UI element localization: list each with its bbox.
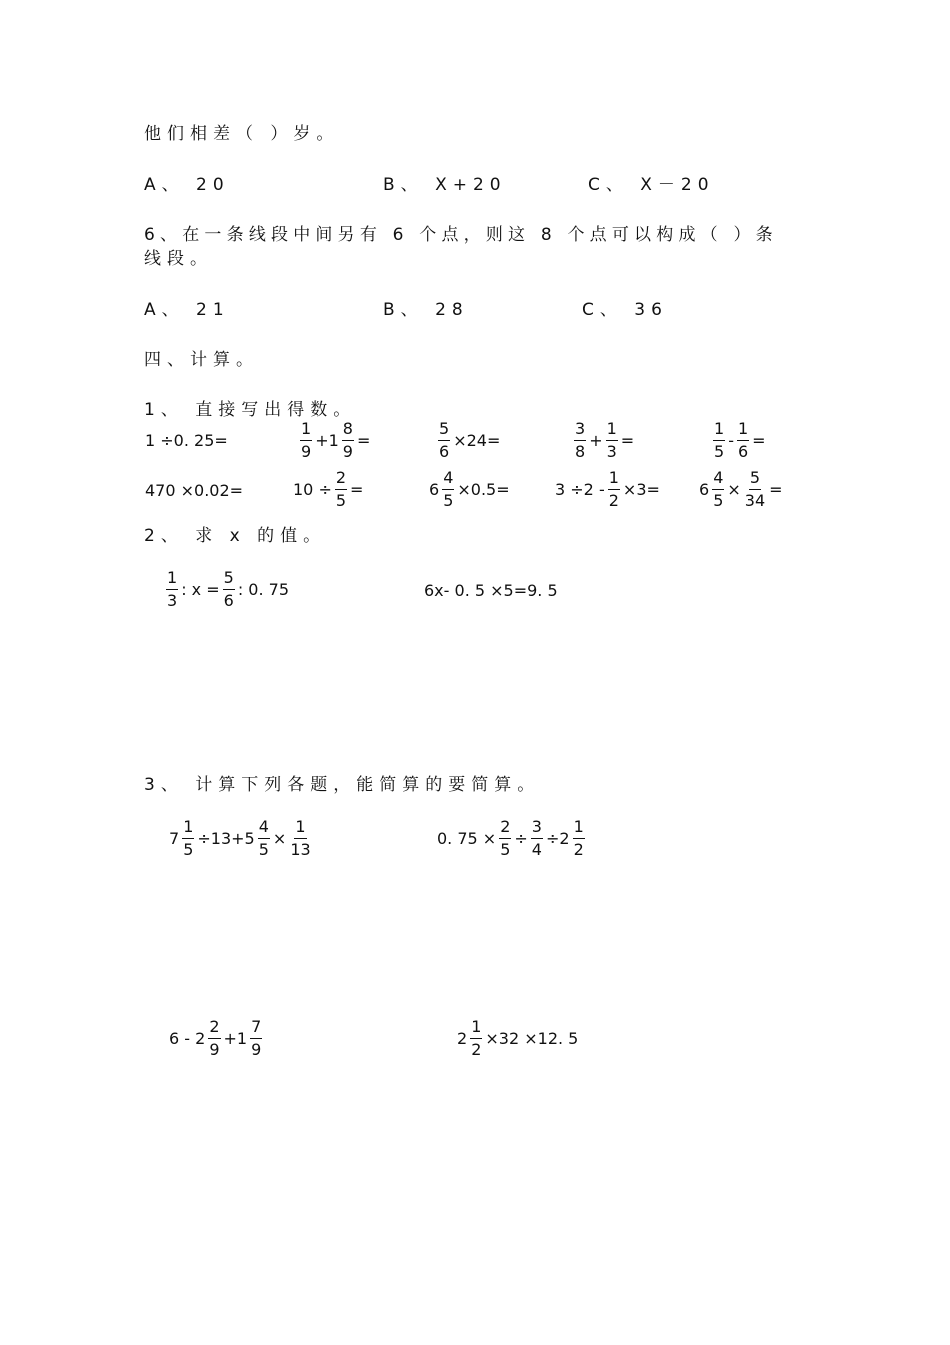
subsection-3-heading: 3、 计算下列各题，能简算的要简算。 — [144, 775, 541, 795]
fraction — [573, 819, 585, 858]
calculation-3 — [168, 1019, 264, 1058]
expression-text: 6x- 0. 5 ×5=9. 5 — [424, 581, 558, 600]
calculation-2 — [436, 819, 587, 858]
fraction-numerator: 1 — [713, 421, 725, 441]
expression-9 — [554, 470, 661, 509]
expression-text: 0. 75 × — [437, 829, 497, 848]
option-5-a: A、 20 — [144, 175, 230, 195]
fraction — [289, 819, 311, 858]
option-6-b: B、 28 — [383, 300, 469, 320]
expression-text: 7 — [169, 829, 180, 848]
fraction — [744, 470, 766, 509]
expression-text: 6 - 2 — [169, 1029, 206, 1048]
fraction — [182, 819, 194, 858]
fraction-numerator: 5 — [223, 570, 235, 590]
expression-text: ÷13+5 — [197, 829, 255, 848]
expression-text: + — [589, 431, 603, 450]
expression-text: 470 ×0.02= — [145, 481, 244, 500]
expression-4 — [572, 421, 635, 460]
expression-text: 3 ÷2 - — [555, 480, 605, 499]
fraction — [608, 470, 620, 509]
fraction-numerator: 1 — [608, 470, 620, 490]
option-6-a: A、 21 — [144, 300, 230, 320]
fraction-numerator: 5 — [438, 421, 450, 441]
expression-text: ×3= — [622, 480, 660, 499]
fraction-denominator: 2 — [608, 491, 619, 510]
expression-text: = — [356, 431, 371, 450]
fraction-denominator: 5 — [183, 840, 194, 859]
expression-6 — [144, 481, 244, 500]
fraction — [499, 819, 511, 858]
fraction-denominator: 2 — [471, 1040, 482, 1059]
fraction — [208, 1019, 220, 1058]
fraction-denominator: 5 — [714, 442, 725, 461]
expression-text: 10 ÷ — [293, 480, 332, 499]
fraction-numerator: 2 — [208, 1019, 220, 1039]
expression-text: × — [727, 480, 741, 499]
fraction-numerator: 4 — [712, 470, 724, 490]
expression-8 — [428, 470, 511, 509]
expression-3 — [436, 421, 501, 460]
fraction-numerator: 2 — [335, 470, 347, 490]
expression-text: 2 — [457, 1029, 468, 1048]
calculation-1 — [168, 819, 314, 858]
fraction-denominator: 5 — [335, 491, 347, 510]
expression-10 — [698, 470, 784, 509]
expression-text: = — [350, 480, 364, 499]
fraction-denominator: 3 — [606, 442, 617, 461]
fraction — [335, 470, 347, 509]
fraction — [342, 421, 354, 460]
fraction-denominator: 6 — [439, 442, 450, 461]
fraction-numerator: 2 — [499, 819, 511, 839]
fraction — [737, 421, 749, 460]
fraction-numerator: 1 — [737, 421, 749, 441]
fraction-numerator: 5 — [749, 470, 761, 490]
fraction — [223, 570, 235, 609]
question-6-line-2: 线段。 — [144, 249, 213, 269]
fraction-numerator: 3 — [531, 819, 543, 839]
option-6-c: C、 36 — [582, 300, 668, 320]
fraction-numerator: 1 — [573, 819, 585, 839]
expression-text: ÷2 — [545, 829, 570, 848]
fraction — [606, 421, 618, 460]
expression-text: = — [620, 431, 635, 450]
expression-text: ×24= — [453, 431, 501, 450]
fraction — [442, 470, 454, 509]
fraction-numerator: 4 — [258, 819, 270, 839]
fraction — [712, 470, 724, 509]
fraction-denominator: 6 — [223, 591, 234, 610]
fraction-denominator: 6 — [737, 442, 749, 461]
fraction-numerator: 1 — [294, 819, 306, 839]
expression-1 — [144, 431, 229, 450]
subsection-2-heading: 2、 求 x 的值。 — [144, 526, 327, 546]
expression-text: ×0.5= — [457, 480, 510, 499]
expression-text: : 0. 75 — [237, 580, 289, 599]
question-5-tail: 他们相差（ ）岁。 — [144, 124, 340, 144]
expression-5 — [711, 421, 767, 460]
fraction-numerator: 1 — [166, 570, 178, 590]
fraction-denominator: 2 — [573, 840, 584, 859]
fraction — [438, 421, 450, 460]
fraction — [713, 421, 725, 460]
expression-7 — [292, 470, 364, 509]
fraction-denominator: 9 — [342, 442, 353, 461]
expression-text: +1 — [223, 1029, 248, 1048]
expression-text: - — [728, 431, 734, 450]
fraction — [574, 421, 586, 460]
fraction-denominator: 9 — [209, 1040, 220, 1059]
fraction-denominator: 5 — [443, 491, 454, 510]
fraction — [300, 421, 312, 460]
fraction-numerator: 8 — [342, 421, 354, 441]
fraction-denominator: 34 — [744, 491, 766, 510]
expression-text: : x = — [181, 580, 220, 599]
fraction-numerator: 1 — [300, 421, 312, 441]
fraction-denominator: 9 — [251, 1040, 262, 1059]
fraction-denominator: 4 — [531, 840, 542, 859]
expression-text: = — [769, 480, 783, 499]
fraction-numerator: 3 — [574, 421, 586, 441]
fraction-denominator: 5 — [258, 840, 269, 859]
fraction-numerator: 4 — [442, 470, 454, 490]
equation-2 — [423, 581, 559, 600]
question-6-line-1: 6、在一条线段中间另有 6 个点，则这 8 个点可以构成（ ）条 — [144, 225, 778, 245]
expression-2 — [298, 421, 371, 460]
expression-text: ×32 ×12. 5 — [485, 1029, 579, 1048]
fraction-numerator: 1 — [606, 421, 618, 441]
fraction — [166, 570, 178, 609]
expression-text: ÷ — [514, 829, 528, 848]
fraction-denominator: 8 — [575, 442, 586, 461]
fraction-denominator: 5 — [500, 840, 511, 859]
fraction — [258, 819, 270, 858]
expression-text: = — [752, 431, 766, 450]
expression-text: 6 — [699, 480, 710, 499]
fraction — [470, 1019, 482, 1058]
fraction — [531, 819, 543, 858]
fraction-denominator: 9 — [301, 442, 312, 461]
fraction-denominator: 5 — [713, 491, 724, 510]
section-4-heading: 四、计算。 — [144, 350, 259, 370]
fraction-numerator: 7 — [250, 1019, 262, 1039]
expression-text: +1 — [315, 431, 339, 450]
fraction-denominator: 3 — [167, 591, 178, 610]
fraction — [250, 1019, 262, 1058]
expression-text: 1 ÷0. 25= — [145, 431, 228, 450]
equation-1 — [164, 570, 290, 609]
option-5-b: B、 X+20 — [383, 175, 507, 195]
option-5-c: C、 X－20 — [588, 175, 715, 195]
calculation-4 — [456, 1019, 579, 1058]
fraction-denominator: 13 — [290, 840, 311, 859]
expression-text: × — [272, 829, 287, 848]
fraction-numerator: 1 — [470, 1019, 482, 1039]
fraction-numerator: 1 — [182, 819, 194, 839]
expression-text: 6 — [429, 480, 440, 499]
subsection-1-heading: 1、 直接写出得数。 — [144, 400, 357, 420]
